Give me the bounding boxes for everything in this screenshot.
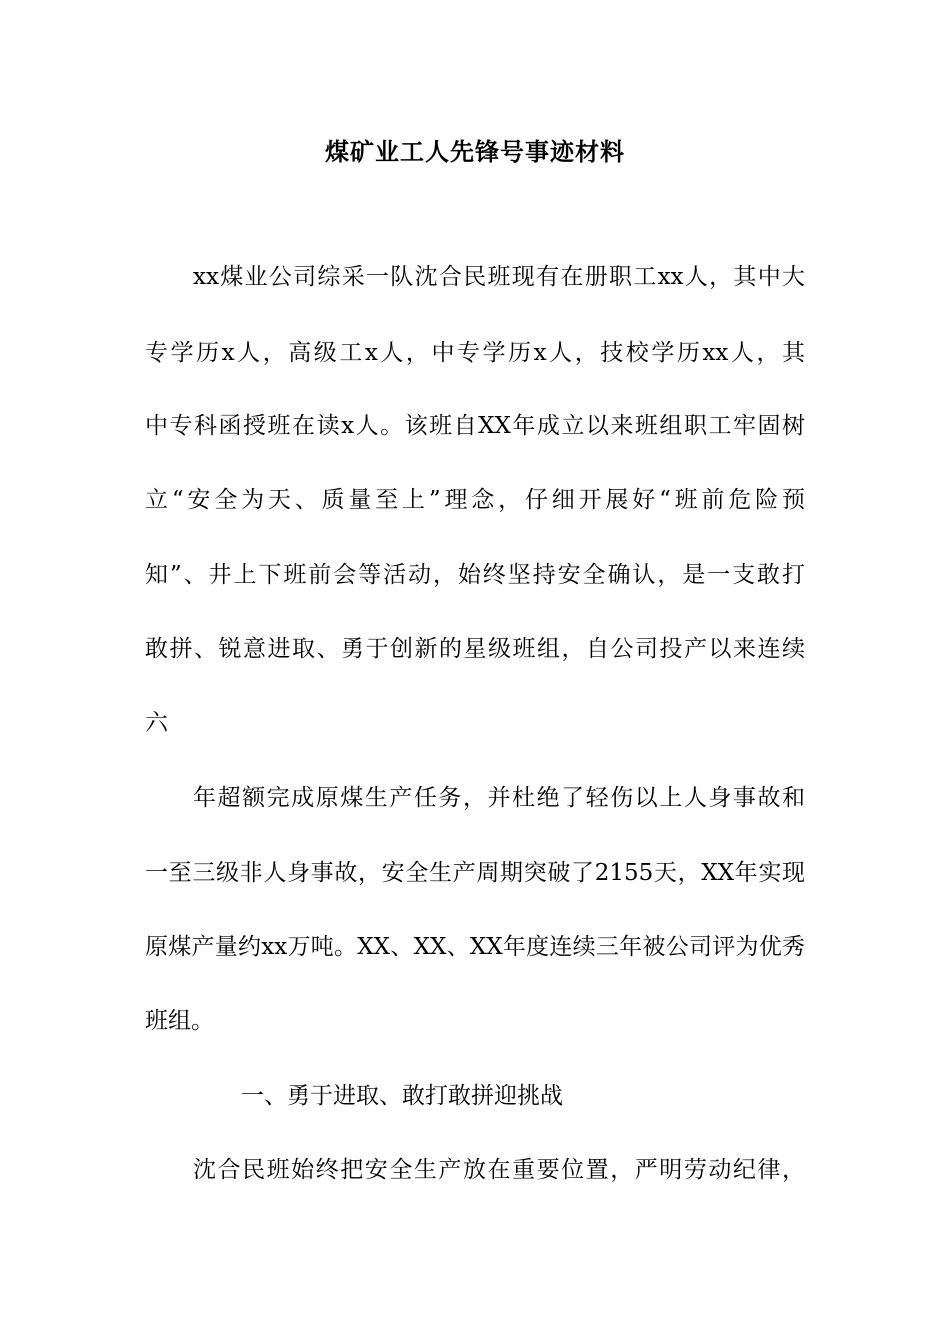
paragraph-line: 六 xyxy=(145,710,168,736)
paragraph-line: 一至三级非人身事故，安全生产周期突破了2155天，XX年实现 xyxy=(145,860,805,886)
paragraph-line: 中专科函授班在读x人。该班自XX年成立以来班组职工牢固树 xyxy=(145,413,805,439)
paragraph-line: 专学历x人，高级工x人，中专学历x人，技校学历xx人，其 xyxy=(145,340,805,366)
document-title: 煤矿业工人先锋号事迹材料 xyxy=(325,137,625,166)
paragraph-line: 原煤产量约xx万吨。XX、XX、XX年度连续三年被公司评为优秀 xyxy=(145,934,805,960)
paragraph-line: 敢拼、锐意进取、勇于创新的星级班组，自公司投产以来连续 xyxy=(145,636,805,662)
paragraph-line: 知”、井上下班前会等活动，始终坚持安全确认，是一支敢打 xyxy=(145,562,805,588)
section-heading: 一、勇于进取、敢打敢拼迎挑战 xyxy=(241,1083,563,1109)
paragraph-line: 立“安全为天、质量至上”理念，仔细开展好“班前危险预 xyxy=(145,487,805,513)
paragraph-line: xx煤业公司综采一队沈合民班现有在册职工xx人，其中大 xyxy=(193,264,805,290)
paragraph-line: 班组。 xyxy=(145,1008,214,1034)
paragraph-line: 沈合民班始终把安全生产放在重要位置，严明劳动纪律， xyxy=(193,1157,805,1183)
paragraph-line: 年超额完成原煤生产任务，并杜绝了轻伤以上人身事故和 xyxy=(193,785,805,811)
